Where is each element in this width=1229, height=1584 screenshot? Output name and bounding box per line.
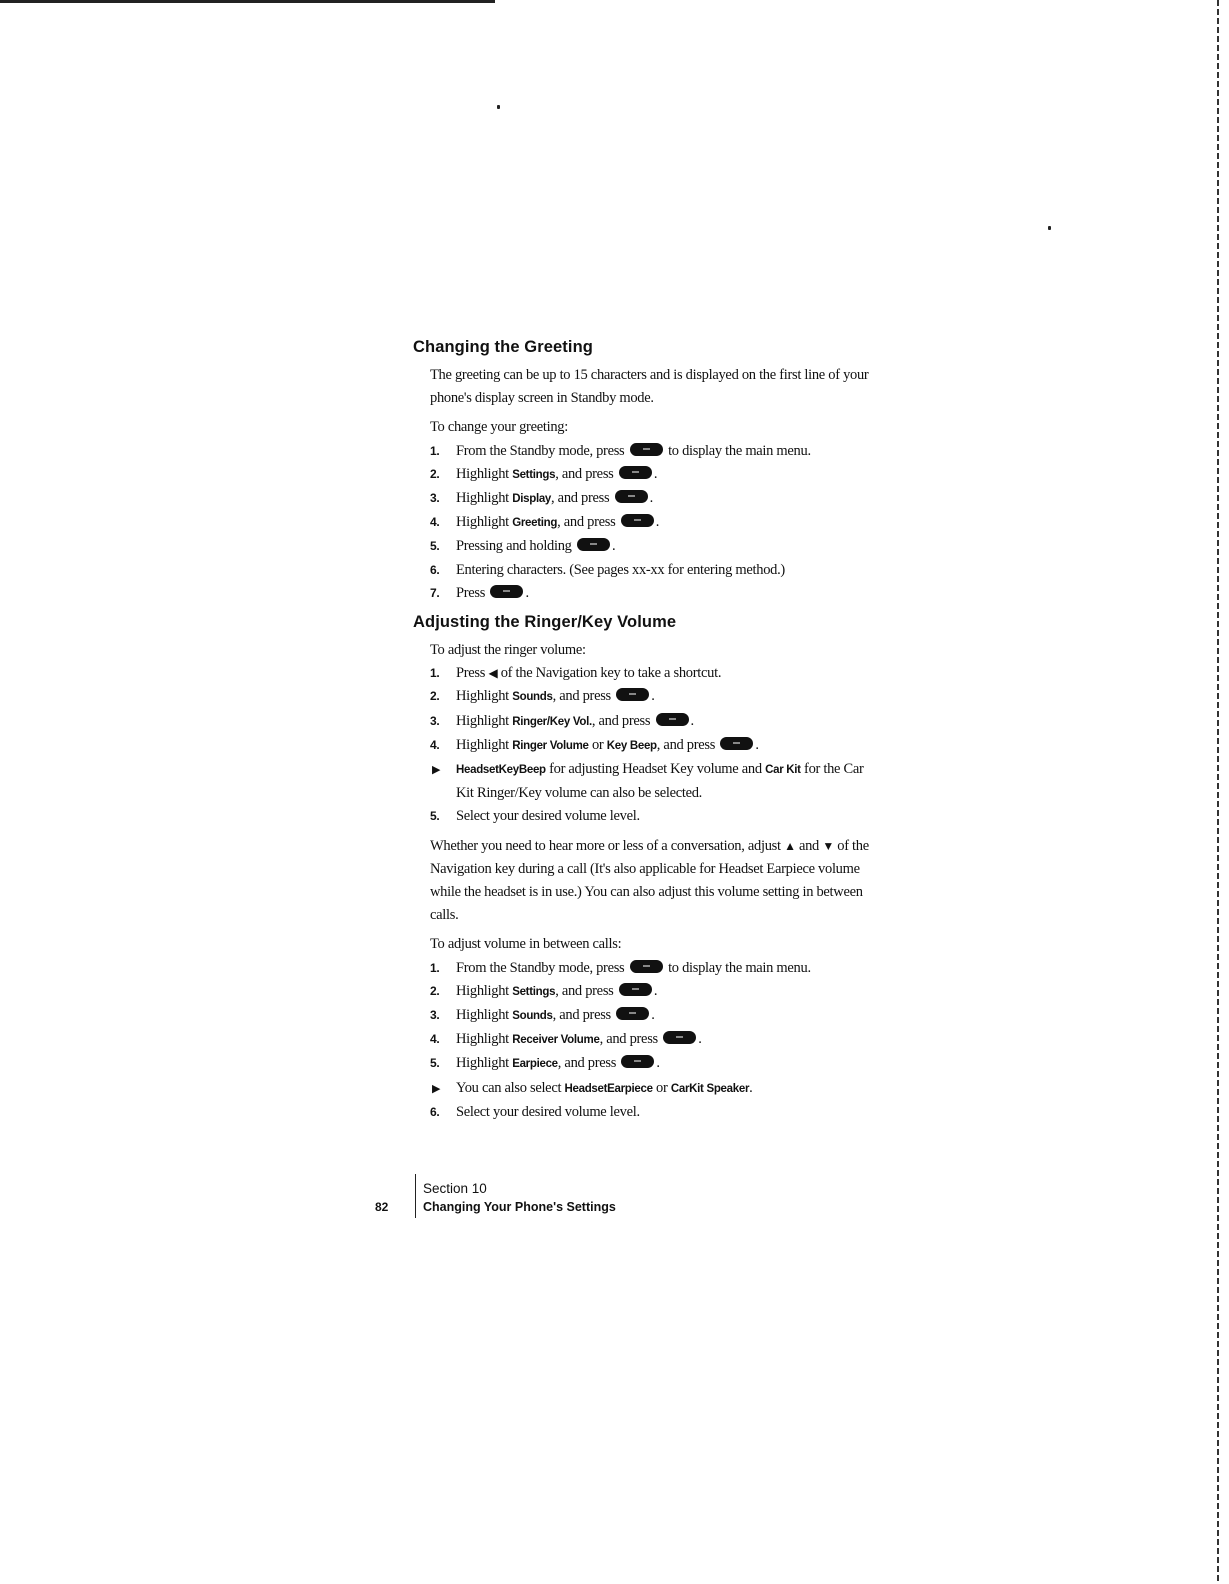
- left-arrow-icon: ◀: [488, 666, 498, 681]
- list-item: 5. Select your desired volume level.: [430, 808, 640, 825]
- list-item: 6. Entering characters. (See pages xx-xx for entering method.): [430, 561, 785, 578]
- footer-section: Section 10: [423, 1181, 487, 1196]
- footer-divider: [415, 1174, 416, 1218]
- section-body-greeting: [430, 364, 873, 605]
- bullet-item: ▶ You can also select HeadsetEarpiece or CarKit Speaker.: [430, 1077, 873, 1101]
- list-item: 7. Press .: [430, 584, 529, 601]
- ok-key-icon: [663, 1031, 696, 1044]
- ok-key-icon: [616, 1007, 649, 1020]
- menu-keyword: Sounds: [512, 1010, 553, 1023]
- menu-keyword: Car Kit: [765, 764, 801, 777]
- top-rule: [0, 0, 495, 3]
- menu-keyword: Settings: [512, 468, 556, 481]
- ok-key-icon: [619, 466, 652, 479]
- list-item: 5. Pressing and holding .: [430, 538, 616, 555]
- list-item: 3. Highlight Display, and press .: [430, 490, 653, 507]
- lead-text: To adjust the ringer volume:: [430, 642, 586, 659]
- bullet-arrow-icon: ▶: [432, 764, 441, 777]
- menu-keyword: CarKit Speaker: [670, 1082, 750, 1095]
- bullet-item: ▶ HeadsetKeyBeep for adjusting Headset Key volume and Car Kit for the Car Kit Ringer/Key volume can also be selected.: [432, 761, 864, 802]
- lead-text: To adjust volume in between calls:: [430, 936, 622, 953]
- ok-key-icon: [656, 713, 689, 726]
- intro-paragraph: The greeting can be up to 15 characters and is displayed on the first line of your phone's display screen in Standby mode.: [430, 367, 869, 407]
- page-number: 82: [375, 1200, 389, 1214]
- ok-key-icon: [720, 737, 753, 750]
- page-content: [413, 338, 873, 1124]
- menu-key-icon: [630, 443, 663, 456]
- list-item: 1. From the Standby mode, press to display the main menu.: [430, 442, 811, 459]
- list-item: 6. Select your desired volume level.: [430, 1103, 640, 1120]
- ok-key-icon: [490, 585, 523, 598]
- list-item: 3. Highlight Sounds, and press .: [430, 1007, 655, 1024]
- menu-keyword: Receiver Volume: [512, 1034, 600, 1047]
- menu-keyword: Ringer Volume: [512, 739, 589, 752]
- bullet-arrow-icon: ▶: [432, 1082, 441, 1095]
- menu-keyword: Earpiece: [512, 1058, 558, 1071]
- list-item: 4. Highlight Ringer Volume or Key Beep, and press .: [430, 736, 759, 753]
- down-arrow-icon: ▼: [822, 838, 834, 853]
- volume-paragraph: Whether you need to hear more or less of a conversation, adjust ▲ and ▼ of the Navigation key during a call (It's also applicable for Headset Earpiece volume while the headset is in use.) You can also adjust this volume setting in between calls.: [430, 837, 869, 924]
- list-item: 2. Highlight Sounds, and press .: [430, 688, 655, 705]
- ok-key-icon: [619, 983, 652, 996]
- ok-key-icon: [621, 1055, 654, 1068]
- menu-keyword: Greeting: [512, 517, 558, 530]
- list-item: 5. Highlight Earpiece, and press .: [430, 1055, 660, 1072]
- menu-keyword: HeadsetEarpiece: [564, 1082, 653, 1095]
- lead-text: To change your greeting:: [430, 419, 568, 436]
- greeting-steps: [430, 440, 873, 605]
- ok-key-icon: [615, 490, 648, 503]
- volume-steps: [430, 957, 873, 1077]
- ok-key-icon: [616, 688, 649, 701]
- list-item: 2. Highlight Settings, and press .: [430, 982, 658, 999]
- section-heading-greeting: Changing the Greeting: [413, 338, 593, 356]
- section-heading-volume: Adjusting the Ringer/Key Volume: [413, 613, 677, 632]
- clr-key-icon: [577, 538, 610, 551]
- ok-key-icon: [621, 514, 654, 527]
- footer-title: Changing Your Phone's Settings: [423, 1200, 616, 1214]
- list-item: 2. Highlight Settings, and press .: [430, 465, 658, 482]
- menu-keyword: Ringer/Key Vol.: [512, 715, 592, 728]
- up-arrow-icon: ▲: [784, 838, 796, 853]
- list-item: 4. Highlight Greeting, and press .: [430, 514, 660, 531]
- list-item: 1. From the Standby mode, press to display the main menu.: [430, 959, 811, 976]
- menu-keyword: Sounds: [512, 691, 553, 704]
- list-item: 3. Highlight Ringer/Key Vol., and press .: [430, 712, 694, 729]
- speck: [497, 105, 500, 109]
- section-body-volume: [430, 639, 873, 1124]
- menu-keyword: Key Beep: [606, 739, 657, 752]
- scan-edge: [1217, 0, 1219, 1584]
- list-item: 4. Highlight Receiver Volume, and press .: [430, 1031, 702, 1048]
- menu-key-icon: [630, 960, 663, 973]
- menu-keyword: Display: [512, 493, 552, 506]
- menu-keyword: Settings: [512, 985, 556, 998]
- speck: [1048, 226, 1051, 230]
- menu-keyword: HeadsetKeyBeep: [456, 764, 546, 777]
- list-item: 1. Press ◀ of the Navigation key to take a shortcut.: [430, 665, 722, 682]
